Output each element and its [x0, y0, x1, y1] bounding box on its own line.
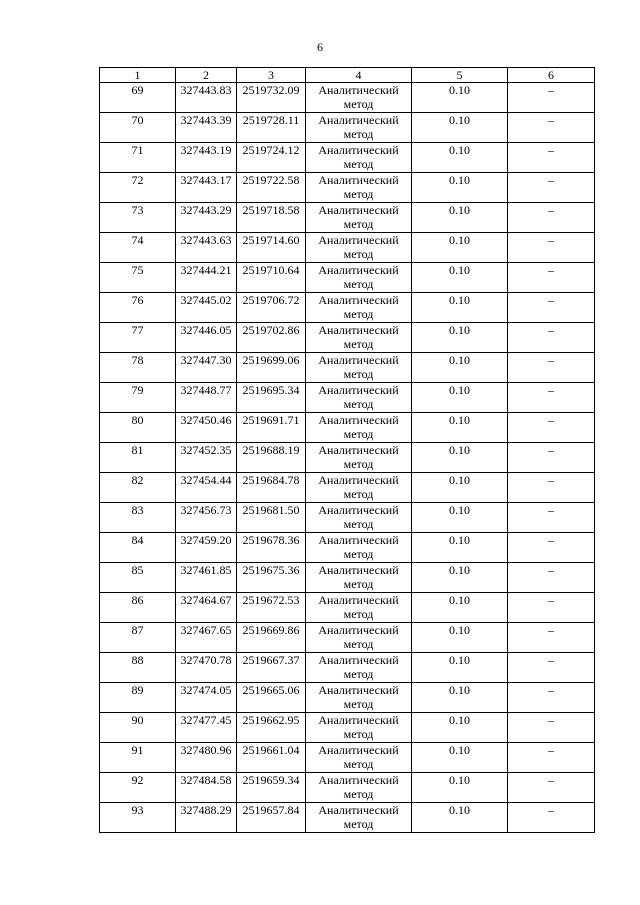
x-coordinate-cell: 327448.77 — [176, 383, 237, 413]
x-coordinate-cell: 327445.02 — [176, 293, 237, 323]
table-row — [100, 713, 595, 743]
accuracy-cell: 0.10 — [412, 473, 508, 503]
accuracy-cell: 0.10 — [412, 233, 508, 263]
y-coordinate-cell: 2519681.50 — [237, 503, 306, 533]
table-row — [100, 773, 595, 803]
method-cell: Аналитический метод — [306, 773, 412, 803]
method-cell: Аналитический метод — [306, 263, 412, 293]
table-row — [100, 743, 595, 773]
accuracy-cell: 0.10 — [412, 323, 508, 353]
x-coordinate-cell: 327443.17 — [176, 173, 237, 203]
y-coordinate-cell: 2519659.34 — [237, 773, 306, 803]
description-cell: – — [508, 113, 595, 143]
column-header: 4 — [306, 68, 412, 83]
point-number-cell: 72 — [100, 173, 176, 203]
column-header: 1 — [100, 68, 176, 83]
y-coordinate-cell: 2519710.64 — [237, 263, 306, 293]
coordinates-table — [99, 67, 595, 833]
point-number-cell: 81 — [100, 443, 176, 473]
y-coordinate-cell: 2519691.71 — [237, 413, 306, 443]
point-number-cell: 83 — [100, 503, 176, 533]
point-number-cell: 78 — [100, 353, 176, 383]
method-cell: Аналитический метод — [306, 653, 412, 683]
point-number-cell: 69 — [100, 83, 176, 113]
x-coordinate-cell: 327443.29 — [176, 203, 237, 233]
table-row — [100, 323, 595, 353]
point-number-cell: 93 — [100, 803, 176, 833]
y-coordinate-cell: 2519675.36 — [237, 563, 306, 593]
accuracy-cell: 0.10 — [412, 443, 508, 473]
description-cell: – — [508, 443, 595, 473]
description-cell: – — [508, 563, 595, 593]
x-coordinate-cell: 327474.05 — [176, 683, 237, 713]
method-cell: Аналитический метод — [306, 743, 412, 773]
table-body — [100, 83, 595, 833]
point-number-cell: 76 — [100, 293, 176, 323]
description-cell: – — [508, 413, 595, 443]
table-row — [100, 203, 595, 233]
accuracy-cell: 0.10 — [412, 113, 508, 143]
x-coordinate-cell: 327456.73 — [176, 503, 237, 533]
y-coordinate-cell: 2519667.37 — [237, 653, 306, 683]
y-coordinate-cell: 2519688.19 — [237, 443, 306, 473]
accuracy-cell: 0.10 — [412, 173, 508, 203]
y-coordinate-cell: 2519678.36 — [237, 533, 306, 563]
method-cell: Аналитический метод — [306, 473, 412, 503]
y-coordinate-cell: 2519662.95 — [237, 713, 306, 743]
x-coordinate-cell: 327443.39 — [176, 113, 237, 143]
table-row — [100, 263, 595, 293]
accuracy-cell: 0.10 — [412, 533, 508, 563]
description-cell: – — [508, 293, 595, 323]
point-number-cell: 75 — [100, 263, 176, 293]
method-cell: Аналитический метод — [306, 443, 412, 473]
method-cell: Аналитический метод — [306, 113, 412, 143]
method-cell: Аналитический метод — [306, 593, 412, 623]
accuracy-cell: 0.10 — [412, 623, 508, 653]
column-header: 5 — [412, 68, 508, 83]
table-row — [100, 233, 595, 263]
x-coordinate-cell: 327484.58 — [176, 773, 237, 803]
accuracy-cell: 0.10 — [412, 563, 508, 593]
table-row — [100, 383, 595, 413]
x-coordinate-cell: 327452.35 — [176, 443, 237, 473]
x-coordinate-cell: 327443.83 — [176, 83, 237, 113]
page-number: 6 — [317, 40, 323, 54]
y-coordinate-cell: 2519722.58 — [237, 173, 306, 203]
table-row — [100, 113, 595, 143]
y-coordinate-cell: 2519732.09 — [237, 83, 306, 113]
description-cell: – — [508, 683, 595, 713]
table-row — [100, 143, 595, 173]
column-header: 6 — [508, 68, 595, 83]
description-cell: – — [508, 353, 595, 383]
y-coordinate-cell: 2519706.72 — [237, 293, 306, 323]
description-cell: – — [508, 323, 595, 353]
point-number-cell: 85 — [100, 563, 176, 593]
x-coordinate-cell: 327467.65 — [176, 623, 237, 653]
y-coordinate-cell: 2519724.12 — [237, 143, 306, 173]
x-coordinate-cell: 327461.85 — [176, 563, 237, 593]
description-cell: – — [508, 653, 595, 683]
point-number-cell: 86 — [100, 593, 176, 623]
point-number-cell: 71 — [100, 143, 176, 173]
point-number-cell: 84 — [100, 533, 176, 563]
description-cell: – — [508, 83, 595, 113]
table-row — [100, 503, 595, 533]
description-cell: – — [508, 173, 595, 203]
point-number-cell: 74 — [100, 233, 176, 263]
y-coordinate-cell: 2519665.06 — [237, 683, 306, 713]
method-cell: Аналитический метод — [306, 293, 412, 323]
description-cell: – — [508, 233, 595, 263]
description-cell: – — [508, 713, 595, 743]
y-coordinate-cell: 2519718.58 — [237, 203, 306, 233]
accuracy-cell: 0.10 — [412, 143, 508, 173]
accuracy-cell: 0.10 — [412, 383, 508, 413]
description-cell: – — [508, 533, 595, 563]
table-row — [100, 803, 595, 833]
table-row — [100, 473, 595, 503]
table-row — [100, 83, 595, 113]
x-coordinate-cell: 327470.78 — [176, 653, 237, 683]
description-cell: – — [508, 743, 595, 773]
method-cell: Аналитический метод — [306, 83, 412, 113]
table-row — [100, 653, 595, 683]
point-number-cell: 87 — [100, 623, 176, 653]
accuracy-cell: 0.10 — [412, 743, 508, 773]
accuracy-cell: 0.10 — [412, 683, 508, 713]
x-coordinate-cell: 327459.20 — [176, 533, 237, 563]
point-number-cell: 89 — [100, 683, 176, 713]
point-number-cell: 70 — [100, 113, 176, 143]
description-cell: – — [508, 473, 595, 503]
column-header: 3 — [237, 68, 306, 83]
method-cell: Аналитический метод — [306, 353, 412, 383]
y-coordinate-cell: 2519661.04 — [237, 743, 306, 773]
description-cell: – — [508, 623, 595, 653]
point-number-cell: 90 — [100, 713, 176, 743]
table-header-row — [100, 68, 595, 83]
table-row — [100, 173, 595, 203]
accuracy-cell: 0.10 — [412, 263, 508, 293]
accuracy-cell: 0.10 — [412, 293, 508, 323]
y-coordinate-cell: 2519669.86 — [237, 623, 306, 653]
x-coordinate-cell: 327477.45 — [176, 713, 237, 743]
accuracy-cell: 0.10 — [412, 803, 508, 833]
x-coordinate-cell: 327444.21 — [176, 263, 237, 293]
description-cell: – — [508, 803, 595, 833]
method-cell: Аналитический метод — [306, 143, 412, 173]
x-coordinate-cell: 327447.30 — [176, 353, 237, 383]
accuracy-cell: 0.10 — [412, 593, 508, 623]
table-row — [100, 443, 595, 473]
table-row — [100, 533, 595, 563]
point-number-cell: 79 — [100, 383, 176, 413]
point-number-cell: 77 — [100, 323, 176, 353]
accuracy-cell: 0.10 — [412, 503, 508, 533]
accuracy-cell: 0.10 — [412, 83, 508, 113]
table-row — [100, 683, 595, 713]
description-cell: – — [508, 383, 595, 413]
x-coordinate-cell: 327464.67 — [176, 593, 237, 623]
method-cell: Аналитический метод — [306, 713, 412, 743]
y-coordinate-cell: 2519714.60 — [237, 233, 306, 263]
table-row — [100, 293, 595, 323]
y-coordinate-cell: 2519657.84 — [237, 803, 306, 833]
description-cell: – — [508, 203, 595, 233]
method-cell: Аналитический метод — [306, 533, 412, 563]
accuracy-cell: 0.10 — [412, 773, 508, 803]
method-cell: Аналитический метод — [306, 503, 412, 533]
y-coordinate-cell: 2519695.34 — [237, 383, 306, 413]
description-cell: – — [508, 773, 595, 803]
y-coordinate-cell: 2519672.53 — [237, 593, 306, 623]
method-cell: Аналитический метод — [306, 323, 412, 353]
point-number-cell: 91 — [100, 743, 176, 773]
x-coordinate-cell: 327443.63 — [176, 233, 237, 263]
y-coordinate-cell: 2519684.78 — [237, 473, 306, 503]
description-cell: – — [508, 263, 595, 293]
method-cell: Аналитический метод — [306, 383, 412, 413]
y-coordinate-cell: 2519699.06 — [237, 353, 306, 383]
accuracy-cell: 0.10 — [412, 413, 508, 443]
description-cell: – — [508, 143, 595, 173]
table-row — [100, 353, 595, 383]
method-cell: Аналитический метод — [306, 623, 412, 653]
description-cell: – — [508, 503, 595, 533]
method-cell: Аналитический метод — [306, 203, 412, 233]
method-cell: Аналитический метод — [306, 173, 412, 203]
accuracy-cell: 0.10 — [412, 203, 508, 233]
table-row — [100, 623, 595, 653]
method-cell: Аналитический метод — [306, 413, 412, 443]
column-header: 2 — [176, 68, 237, 83]
x-coordinate-cell: 327443.19 — [176, 143, 237, 173]
x-coordinate-cell: 327454.44 — [176, 473, 237, 503]
table-row — [100, 563, 595, 593]
method-cell: Аналитический метод — [306, 563, 412, 593]
table-row — [100, 593, 595, 623]
x-coordinate-cell: 327446.05 — [176, 323, 237, 353]
point-number-cell: 88 — [100, 653, 176, 683]
method-cell: Аналитический метод — [306, 683, 412, 713]
x-coordinate-cell: 327450.46 — [176, 413, 237, 443]
point-number-cell: 73 — [100, 203, 176, 233]
method-cell: Аналитический метод — [306, 803, 412, 833]
y-coordinate-cell: 2519702.86 — [237, 323, 306, 353]
point-number-cell: 82 — [100, 473, 176, 503]
point-number-cell: 80 — [100, 413, 176, 443]
point-number-cell: 92 — [100, 773, 176, 803]
x-coordinate-cell: 327488.29 — [176, 803, 237, 833]
accuracy-cell: 0.10 — [412, 353, 508, 383]
table-row — [100, 413, 595, 443]
accuracy-cell: 0.10 — [412, 713, 508, 743]
accuracy-cell: 0.10 — [412, 653, 508, 683]
method-cell: Аналитический метод — [306, 233, 412, 263]
description-cell: – — [508, 593, 595, 623]
y-coordinate-cell: 2519728.11 — [237, 113, 306, 143]
x-coordinate-cell: 327480.96 — [176, 743, 237, 773]
